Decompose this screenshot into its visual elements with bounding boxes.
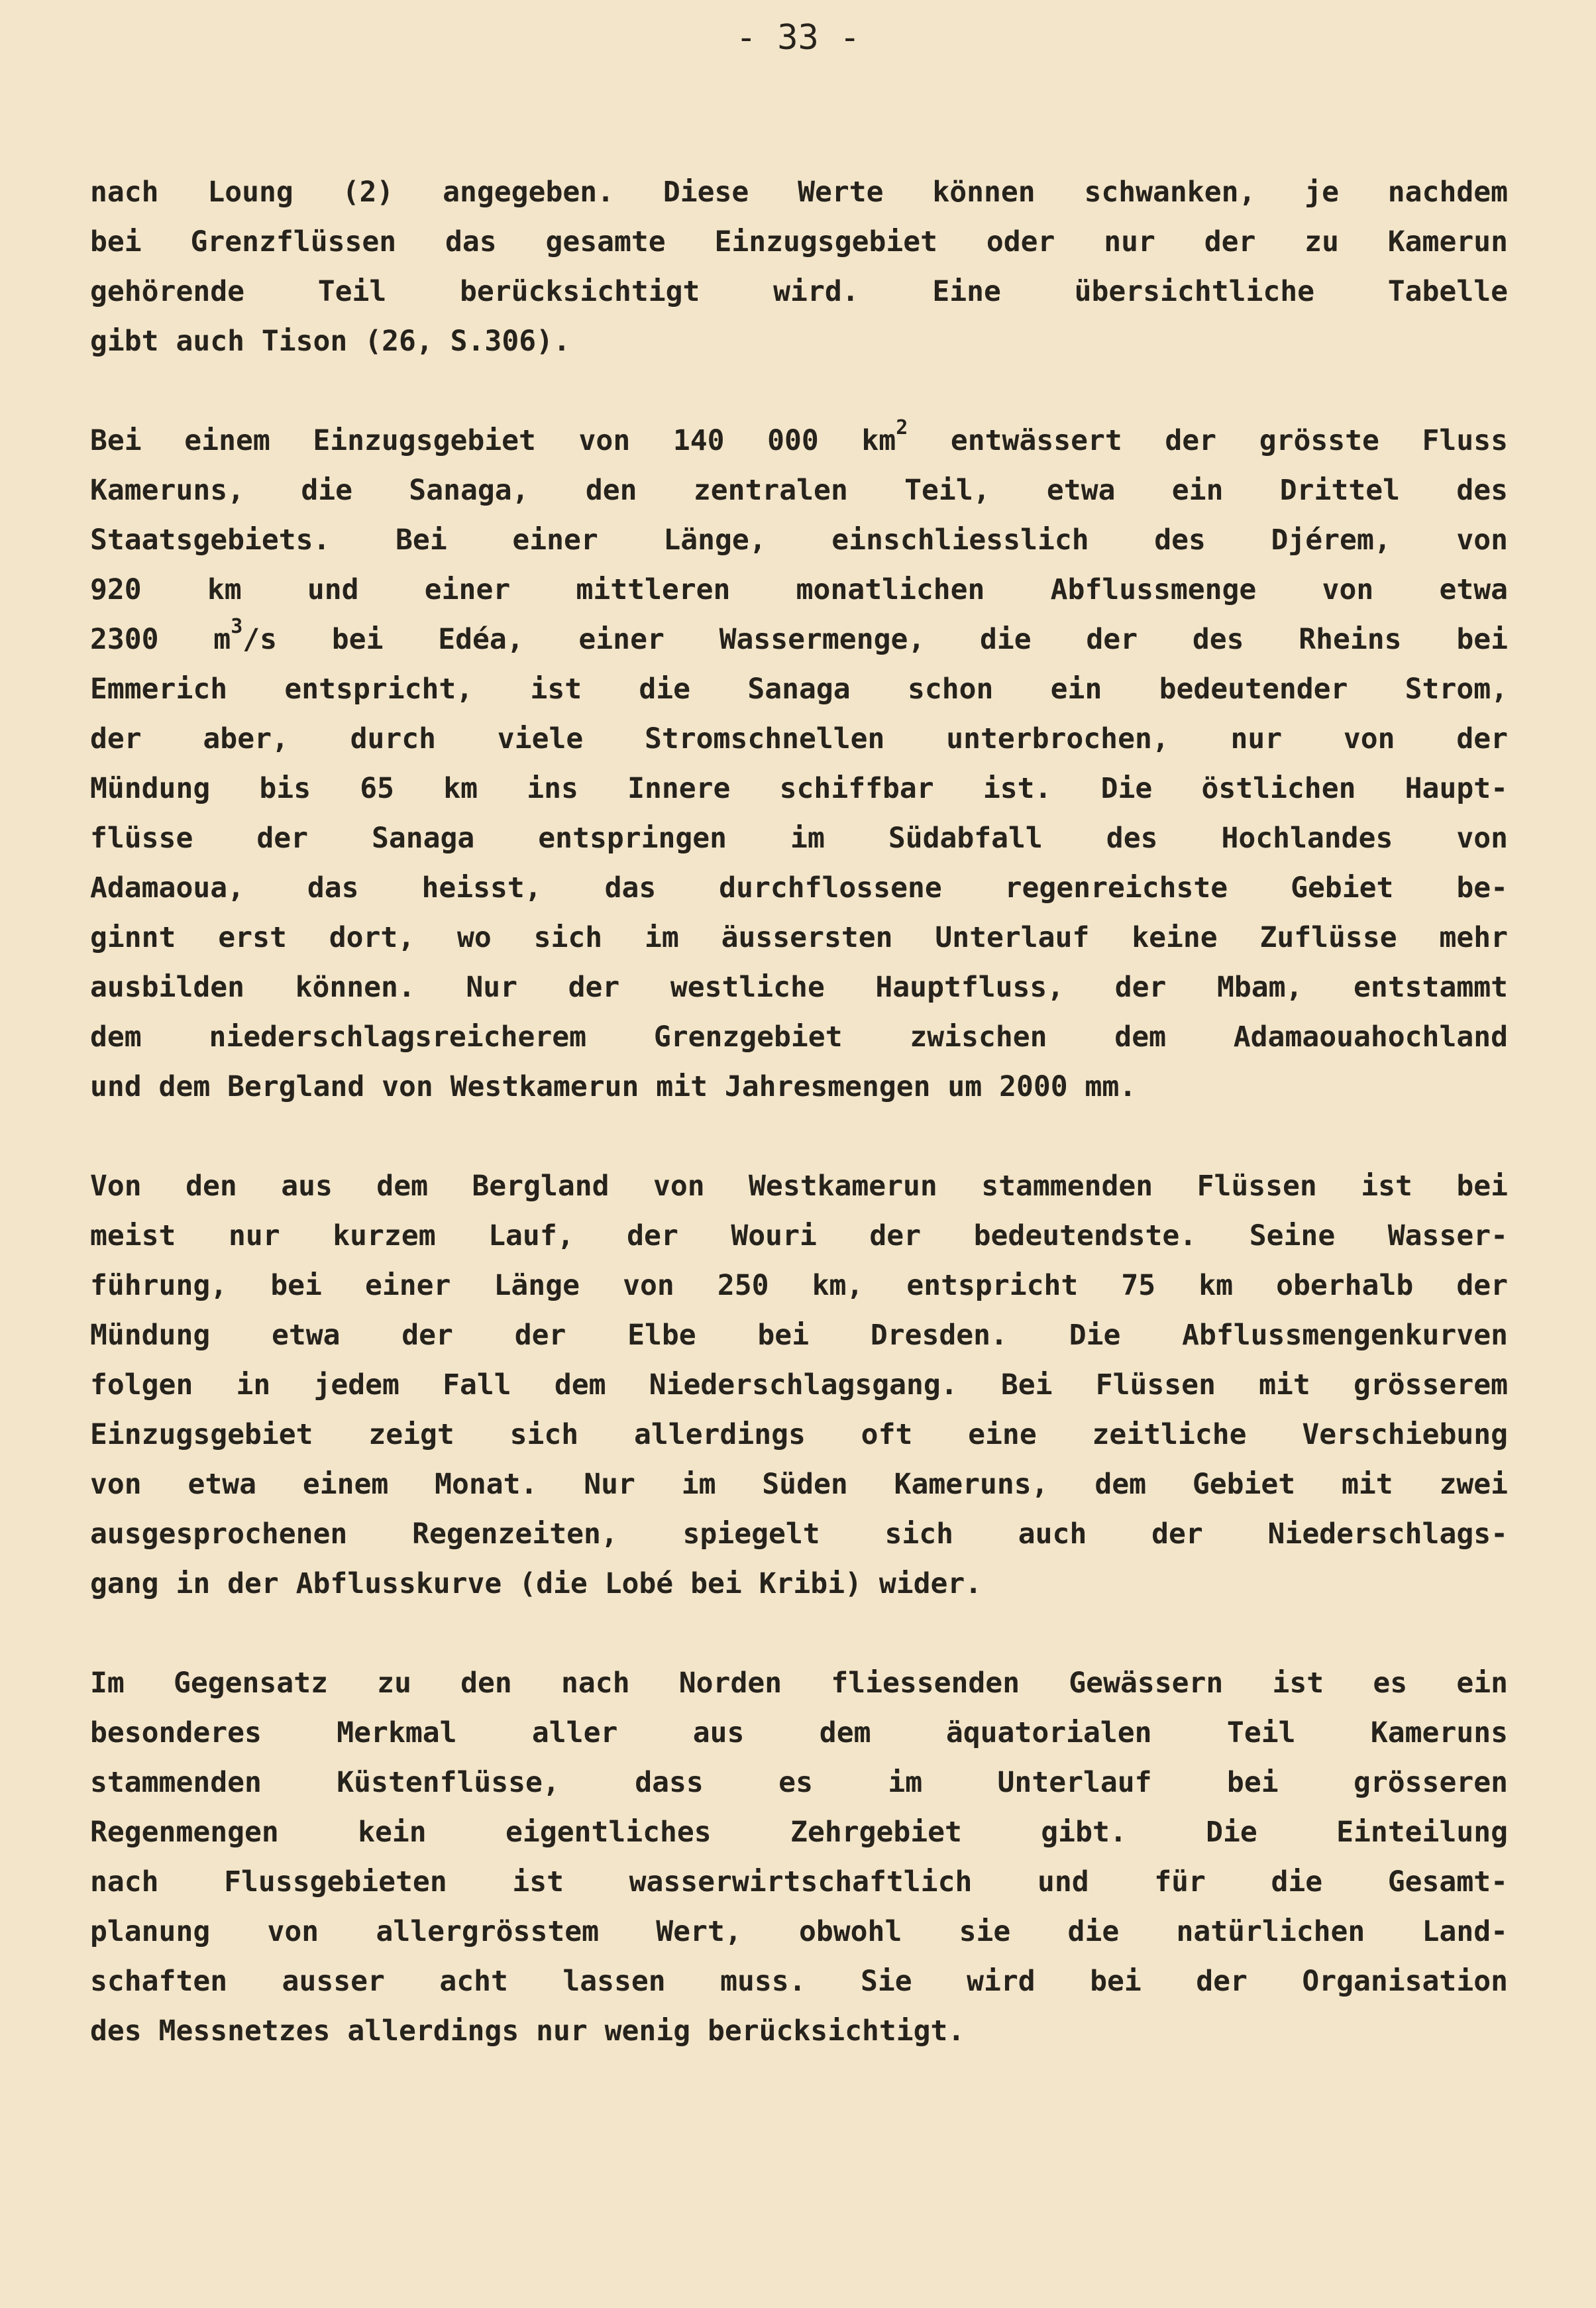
superscript: 3	[231, 615, 243, 638]
paragraph-3-line-9: gang in der Abflusskurve (die Lobé bei Kribi) wider.	[90, 1567, 983, 1600]
paragraph-3-line-8: ausgesprochenen Regenzeiten, spiegelt sich auch der Niederschlags-	[90, 1517, 1508, 1551]
paragraph-3-line-7: von etwa einem Monat. Nur im Süden Kameruns, dem Gebiet mit zwei	[90, 1468, 1508, 1501]
paragraph-4-line-7: schaften ausser acht lassen muss. Sie wird bei der Organisation	[90, 1965, 1508, 1998]
text-segment: 2300 m	[90, 623, 231, 656]
paragraph-2-line-5	[90, 615, 1508, 659]
paragraph-4-line-4: Regenmengen kein eigentliches Zehrgebiet gibt. Die Einteilung	[90, 1816, 1508, 1849]
paragraph-2-line-9: flüsse der Sanaga entspringen im Südabfall des Hochlandes von	[90, 822, 1508, 855]
paragraph-1-line-3: gehörende Teil berücksichtigt wird. Eine übersichtliche Tabelle	[90, 275, 1508, 308]
paragraph-3-line-6: Einzugsgebiet zeigt sich allerdings oft eine zeitliche Verschiebung	[90, 1418, 1508, 1451]
text-segment: Bei einem Einzugsgebiet von 140 000 km	[90, 424, 896, 457]
paragraph-3-line-3: führung, bei einer Länge von 250 km, entspricht 75 km oberhalb der	[90, 1269, 1508, 1302]
paragraph-2-line-6: Emmerich entspricht, ist die Sanaga schon ein bedeutender Strom,	[90, 673, 1508, 706]
paragraph-4-line-2: besonderes Merkmal aller aus dem äquatorialen Teil Kameruns	[90, 1716, 1508, 1749]
paragraph-2-line-2: Kameruns, die Sanaga, den zentralen Teil, etwa ein Drittel des	[90, 474, 1508, 507]
paragraph-1-line-1: nach Loung (2) angegeben. Diese Werte können schwanken, je nachdem	[90, 176, 1508, 209]
paragraph-2-line-8: Mündung bis 65 km ins Innere schiffbar ist. Die östlichen Haupt-	[90, 772, 1508, 805]
paragraph-3-line-2: meist nur kurzem Lauf, der Wouri der bedeutendste. Seine Wasser-	[90, 1219, 1508, 1252]
text-segment: /s bei Edéa, einer Wassermenge, die der des Rheins bei	[242, 623, 1508, 656]
paragraph-2-line-12: ausbilden können. Nur der westliche Hauptfluss, der Mbam, entstammt	[90, 971, 1508, 1004]
paragraph-4-line-1: Im Gegensatz zu den nach Norden fliessenden Gewässern ist es ein	[90, 1667, 1508, 1700]
paragraph-2-line-1	[90, 416, 1508, 461]
text-segment: entwässert der grösste Fluss	[908, 424, 1508, 457]
paragraph-1-line-2: bei Grenzflüssen das gesamte Einzugsgebiet oder nur der zu Kamerun	[90, 225, 1508, 258]
paragraph-2-line-14: und dem Bergland von Westkamerun mit Jahresmengen um 2000 mm.	[90, 1070, 1137, 1103]
paragraph-2-line-10: Adamaoua, das heisst, das durchflossene regenreichste Gebiet be-	[90, 871, 1508, 905]
paragraph-3-line-5: folgen in jedem Fall dem Niederschlagsgang. Bei Flüssen mit grösserem	[90, 1368, 1508, 1401]
paragraph-4-line-6: planung von allergrösstem Wert, obwohl sie die natürlichen Land-	[90, 1915, 1508, 1948]
paragraph-2-line-11: ginnt erst dort, wo sich im äussersten Unterlauf keine Zuflüsse mehr	[90, 921, 1508, 954]
paragraph-3-line-4: Mündung etwa der der Elbe bei Dresden. Die Abflussmengenkurven	[90, 1319, 1508, 1352]
paragraph-2-line-7: der aber, durch viele Stromschnellen unterbrochen, nur von der	[90, 722, 1508, 755]
paragraph-4-line-8: des Messnetzes allerdings nur wenig berücksichtigt.	[90, 2014, 965, 2048]
paragraph-3-line-1: Von den aus dem Bergland von Westkamerun stammenden Flüssen ist bei	[90, 1170, 1508, 1203]
paragraph-2-line-3: Staatsgebiets. Bei einer Länge, einschliesslich des Djérem, von	[90, 523, 1508, 557]
paragraph-2-line-13: dem niederschlagsreicherem Grenzgebiet zwischen dem Adamaouahochland	[90, 1020, 1508, 1054]
superscript: 2	[896, 416, 908, 439]
paragraph-4-line-5: nach Flussgebieten ist wasserwirtschaftlich und für die Gesamt-	[90, 1865, 1508, 1898]
paragraph-2-line-4: 920 km und einer mittleren monatlichen Abflussmenge von etwa	[90, 573, 1508, 606]
paragraph-1-line-4: gibt auch Tison (26, S.306).	[90, 325, 570, 358]
paragraph-4-line-3: stammenden Küstenflüsse, dass es im Unterlauf bei grösseren	[90, 1766, 1508, 1799]
page-number: - 33 -	[735, 18, 861, 58]
